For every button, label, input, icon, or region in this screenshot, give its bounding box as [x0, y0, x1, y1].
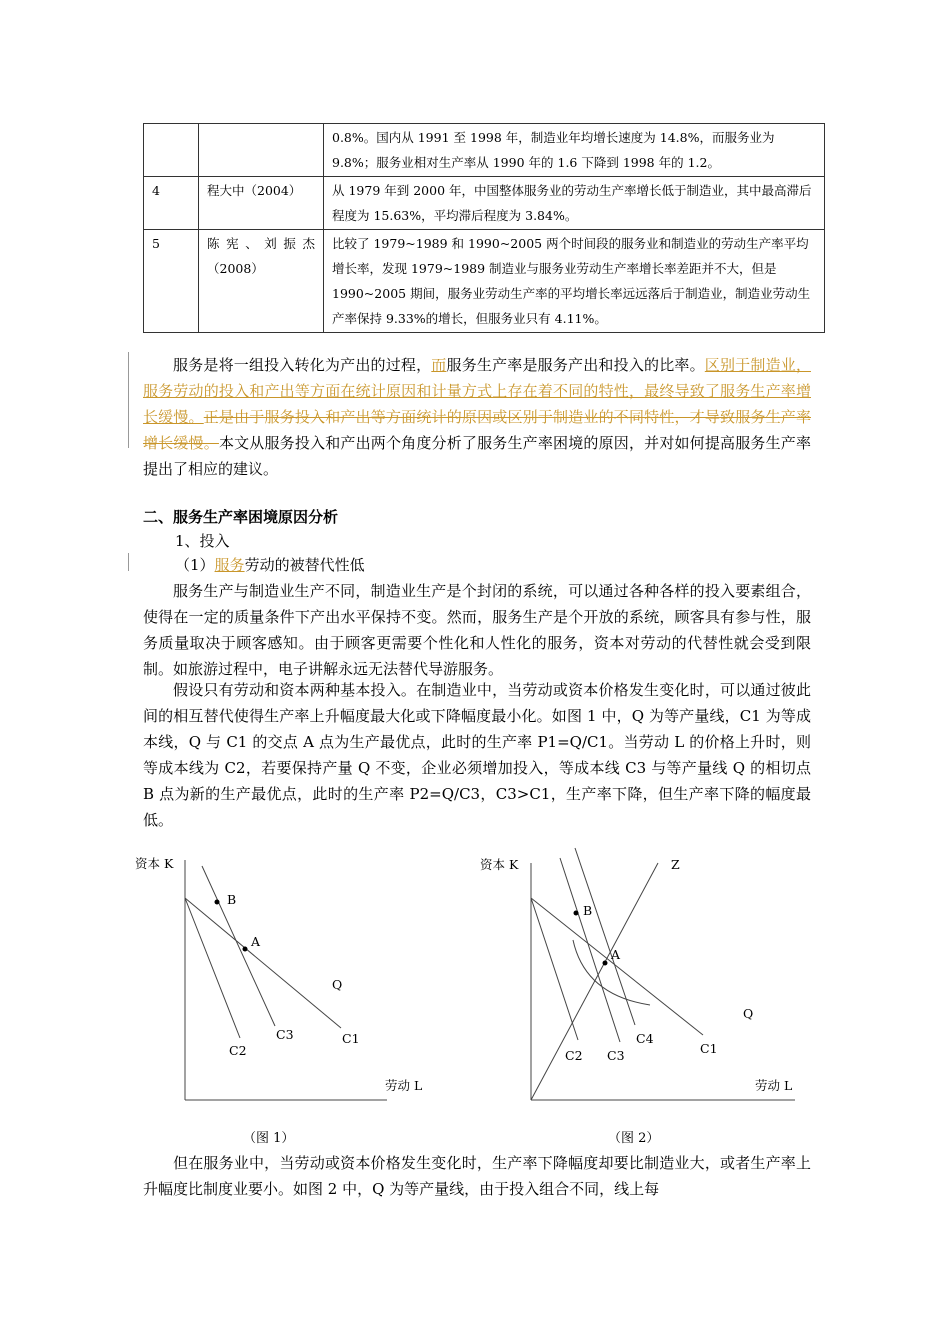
label-c2: C2 — [229, 1043, 247, 1058]
body-paragraph-3: 但在服务业中，当劳动或资本价格发生变化时，生产率下降幅度却要比制造业大，或者生产率上升幅度比制度业要小。如图 2 中，Q 为等产量线，由于投入组合不同，线上每 — [143, 1154, 811, 1198]
revision-change-bar — [128, 553, 129, 571]
figure-2 — [475, 845, 800, 1110]
label-c4: C4 — [636, 1031, 654, 1046]
table-cell-no — [144, 124, 199, 177]
table-cell-author: 程大中（2004） — [199, 177, 324, 230]
line-c3 — [202, 866, 275, 1026]
label-c1: C1 — [342, 1031, 360, 1046]
line-c2 — [531, 898, 578, 1040]
deleted-text: 正是由于服务投入和产出等方面统计的原因或区别于制造业的不同特性，才导致服务生产率增长缓慢。 — [143, 408, 811, 452]
x-axis-label: 劳动 L — [385, 1078, 423, 1093]
table-row — [144, 124, 825, 177]
table-cell-content: 比较了 1979~1989 和 1990~2005 两个时间段的服务业和制造业的劳动生产率平均增长率，发现 1979~1989 制造业与服务业劳动生产率增长率差距并不大，但是 1990~2005 期间，服务业劳动生产率的平均增长率远远落后于制造业，制造业劳动生产率保持 9.33%的增长，但服务业只有 4.11%。 — [324, 230, 825, 333]
subheading-labor — [175, 554, 365, 575]
revision-change-bar — [128, 352, 129, 448]
point-a-marker — [603, 961, 608, 966]
point-b-marker — [574, 911, 579, 916]
intro-text-b: 服务生产率是服务产出和投入的比率。 — [446, 356, 705, 374]
inserted-text: 区别于制造业，服务劳动的投入和产出等方面在统计原因和计量方式上存在着不同的特性，最终导致了服务生产率增长缓慢。 — [143, 356, 811, 426]
table-cell-no: 5 — [144, 230, 199, 333]
label-z: Z — [671, 857, 680, 872]
label-c1: C1 — [700, 1041, 718, 1056]
intro-paragraph — [143, 352, 811, 482]
table-cell-author — [199, 124, 324, 177]
line-c4 — [575, 848, 635, 1025]
table-row — [144, 177, 825, 230]
table-row — [144, 230, 825, 333]
point-b-label: B — [227, 892, 237, 907]
point-a-label: A — [611, 947, 621, 962]
label-q: Q — [743, 1006, 754, 1021]
figure-1-caption: （图 1） — [243, 1131, 295, 1146]
figure-1 — [125, 848, 423, 1108]
label-c3: C3 — [607, 1048, 625, 1063]
section-heading: 二、服务生产率困境原因分析 — [143, 508, 339, 526]
label-c2: C2 — [565, 1048, 583, 1063]
figure-2-caption: （图 2） — [608, 1131, 660, 1146]
subheading-rest: 劳动的被替代性低 — [244, 556, 365, 574]
line-c2 — [185, 898, 240, 1038]
point-a-marker — [243, 947, 248, 952]
subheading-prefix: （1） — [175, 556, 215, 574]
body-paragraph-1: 服务生产与制造业生产不同，制造业生产是个封闭的系统，可以通过各种各样的投入要素组合，使得在一定的质量条件下产出水平保持不变。然而，服务生产是个开放的系统，顾客具有参与性，服务质量取决于顾客感知。由于顾客更需要个性化和人性化的服务，资本对劳动的代替性就会受到限制。如旅游过程中，电子讲解永远无法替代导游服务。 — [143, 582, 811, 678]
table-cell-author: 陈宪、刘振杰（2008） — [199, 230, 324, 333]
inserted-text: 服务 — [214, 556, 245, 574]
line-z — [531, 863, 658, 1100]
table-cell-no: 4 — [144, 177, 199, 230]
label-q: Q — [332, 977, 343, 992]
line-c1 — [185, 898, 341, 1028]
point-a-label: A — [251, 934, 261, 949]
y-axis-label: 资本 K — [135, 856, 174, 871]
intro-text-a: 服务是将一组投入转化为产出的过程， — [173, 356, 432, 374]
intro-text-c: 本文从服务投入和产出两个角度分析了服务生产率困境的原因，并对如何提高服务生产率提出了相应的建议。 — [143, 434, 811, 478]
line-c1 — [531, 898, 703, 1035]
point-b-marker — [215, 900, 220, 905]
literature-table — [143, 123, 825, 333]
point-b-label: B — [583, 903, 593, 918]
inserted-text: 而 — [431, 356, 447, 374]
subheading-input: 1、投入 — [175, 532, 230, 550]
body-paragraph-2: 假设只有劳动和资本两种基本投入。在制造业中，当劳动或资本价格发生变化时，可以通过彼此间的相互替代使得生产率上升幅度最大化或下降幅度最小化。如图 1 中，Q 为等产量线，C1 为等成本线，Q 与 C1 的交点 A 点为生产最优点，此时的生产率 P1=Q/C1。当劳动 L 的价格上升时，则等成本线为 C2，若要保持产量 Q 不变，企业必须增加投入，等成本线 C3 与等产量线 Q 的相切点 B 点为新的生产最优点，此时的生产率 P2=Q/C3，C3>C1，生产率下降，但生产率下降的幅度最低。 — [143, 681, 811, 829]
label-c3: C3 — [276, 1027, 294, 1042]
x-axis-label: 劳动 L — [755, 1078, 793, 1093]
y-axis-label: 资本 K — [480, 857, 519, 872]
table-cell-content: 0.8%。国内从 1991 至 1998 年，制造业年均增长速度为 14.8%，而服务业为 9.8%；服务业相对生产率从 1990 年的 1.6 下降到 1998 年的 1.2。 — [324, 124, 825, 177]
table-cell-content: 从 1979 年到 2000 年，中国整体服务业的劳动生产率增长低于制造业，其中最高滞后程度为 15.63%，平均滞后程度为 3.84%。 — [324, 177, 825, 230]
